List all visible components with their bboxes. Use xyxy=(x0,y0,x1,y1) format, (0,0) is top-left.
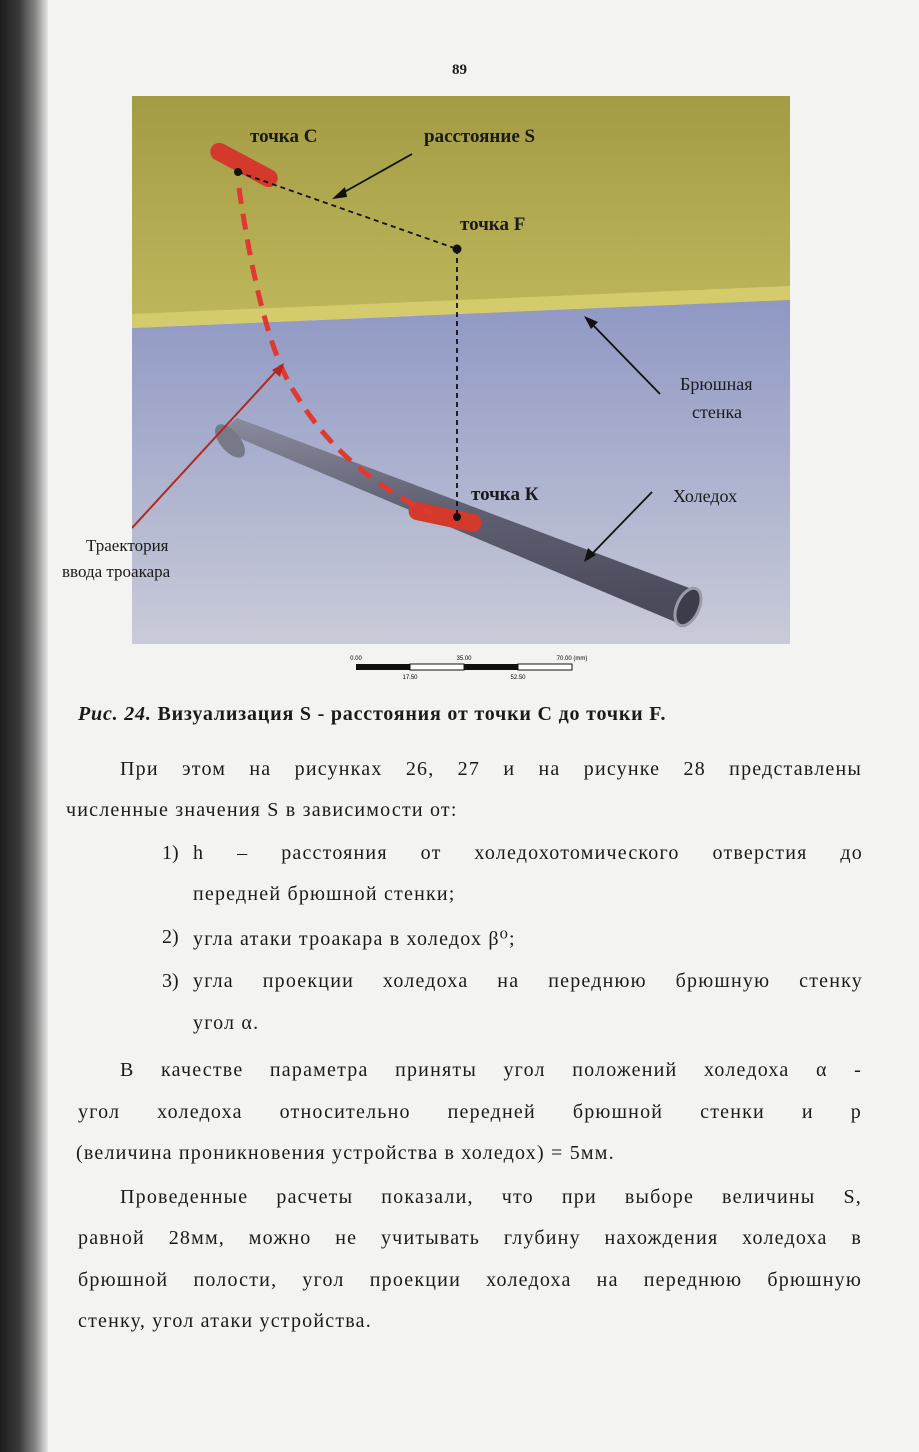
label-trajectory-line2: ввода троакара xyxy=(62,562,171,581)
figure-caption xyxy=(78,703,878,726)
paragraph-1-line-1: При этом на рисунках 26, 27 и на рисунке 28 представлены xyxy=(120,758,862,780)
point-f-dot xyxy=(453,245,462,254)
figure-visualization xyxy=(132,96,790,644)
list-item-3-line-2: угол α. xyxy=(193,1012,260,1034)
page-number: 89 xyxy=(452,62,467,78)
scale-tick-52-5: 52.50 xyxy=(510,675,526,681)
paragraph-3-line-4: стенку, угол атаки устройства. xyxy=(78,1310,372,1332)
label-abdominal-wall-line1: Брюшная xyxy=(680,374,753,394)
paragraph-3-line-3: брюшной полости, угол проекции холедоха на переднюю брюшную xyxy=(78,1269,862,1291)
label-trajectory-line1: Траектория xyxy=(86,536,169,555)
point-c-dot xyxy=(234,168,242,176)
book-spine-shadow xyxy=(0,0,48,1452)
scale-tick-35: 35.00 xyxy=(456,656,472,662)
paragraph-1-line-2: численные значения S в зависимости от: xyxy=(66,799,458,821)
list-item-3-number: 3) xyxy=(162,970,179,992)
list-item-3-line-1: угла проекции холедоха на переднюю брюшную стенку xyxy=(193,970,863,992)
figure-drawing xyxy=(132,96,790,644)
scale-tick-0: 0.00 xyxy=(350,656,362,662)
scale-tick-70: 70.00 (mm) xyxy=(556,656,588,662)
scale-tick-17-5: 17.50 xyxy=(402,675,418,681)
point-k-dot xyxy=(453,513,461,521)
paragraph-2-line-2: угол холедоха относительно передней брюшной стенки и р xyxy=(78,1101,862,1123)
list-item-2-number: 2) xyxy=(162,926,179,948)
list-item-1-number: 1) xyxy=(162,842,179,864)
scale-bar xyxy=(340,650,600,690)
paragraph-2-line-3: (величина проникновения устройства в холедох) = 5мм. xyxy=(76,1142,615,1164)
label-point-f: точка F xyxy=(460,214,526,235)
label-point-k: точка К xyxy=(471,484,539,505)
label-abdominal-wall-line2: стенка xyxy=(692,402,742,422)
label-distance-s: расстояние S xyxy=(424,126,536,147)
list-item-1-line-2: передней брюшной стенки; xyxy=(193,883,456,905)
paragraph-3-line-1: Проведенные расчеты показали, что при выборе величины S, xyxy=(120,1186,862,1208)
list-item-1-line-1: h – расстояния от холедохотомического отверстия до xyxy=(193,842,863,864)
paragraph-3-line-2: равной 28мм, можно не учитывать глубину нахождения холедоха в xyxy=(78,1227,862,1249)
label-point-c: точка С xyxy=(250,126,318,147)
label-choledochus: Холедох xyxy=(673,486,738,506)
figure-caption-text: Визуализация S - расстояния от точки С до точки F. xyxy=(157,703,667,725)
paragraph-2-line-1: В качестве параметра приняты угол положений холедоха α - xyxy=(120,1059,862,1081)
list-item-2-line-1: угла атаки троакара в холедох β⁰; xyxy=(193,928,516,950)
figure-caption-number: Рис. 24. xyxy=(78,703,152,725)
